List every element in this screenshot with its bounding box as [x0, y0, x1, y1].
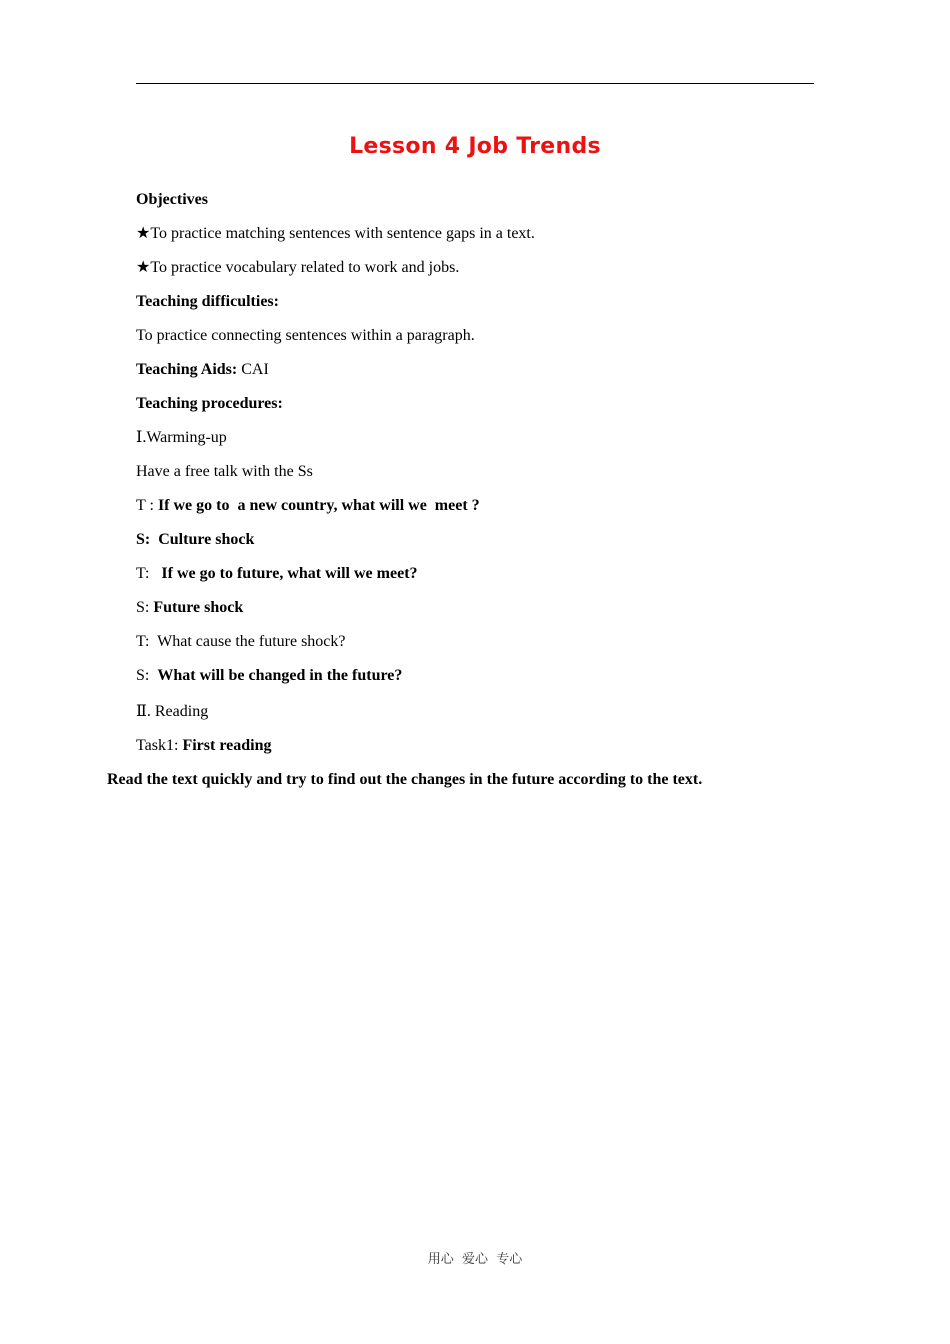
dialogue-text: If we go to future, what will we meet? [161, 565, 418, 582]
aids-label: Teaching Aids: [136, 361, 238, 378]
dialogue-line [136, 598, 243, 618]
dialogue-line [136, 564, 418, 584]
objective-2: ★To practice vocabulary related to work and jobs. [136, 259, 460, 276]
difficulties-heading: Teaching difficulties: [136, 293, 279, 310]
dialogue-line [136, 496, 480, 516]
free-talk: Have a free talk with the Ss [136, 463, 313, 480]
dialogue-line: S: Culture shock [136, 531, 255, 548]
task1 [136, 736, 271, 756]
section-reading: Ⅱ. Reading [136, 703, 209, 720]
objectives-heading: Objectives [136, 191, 208, 208]
teaching-aids [136, 360, 269, 380]
header-rule [136, 83, 814, 84]
page-footer: 用心 爱心 专心 [427, 1252, 523, 1267]
dialogue-line [136, 666, 402, 686]
objective-1: ★To practice matching sentences with sentence gaps in a text. [136, 225, 535, 242]
dialogue-text: If we go to a new country, what will we meet ? [157, 497, 480, 514]
dialogue-text: What will be changed in the future? [157, 667, 403, 684]
section-warming-up: Ⅰ.Warming-up [136, 429, 227, 446]
reading-instruction: Read the text quickly and try to find out the changes in the future according to the text. [107, 771, 703, 788]
page-title: Lesson 4 Job Trends [349, 134, 601, 159]
task1-value: First reading [182, 737, 272, 754]
dialogue-speaker: S: [136, 599, 154, 616]
dialogue-line: T: What cause the future shock? [136, 633, 346, 650]
procedures-heading: Teaching procedures: [136, 395, 283, 412]
dialogue-text: Future shock [153, 599, 244, 616]
task1-label: Task1: [136, 737, 183, 754]
dialogue-speaker: T: [136, 565, 162, 582]
difficulties-text: To practice connecting sentences within a paragraph. [136, 327, 475, 344]
dialogue-speaker: S: [136, 667, 158, 684]
dialogue-speaker: T : [136, 497, 158, 514]
aids-value: CAI [237, 361, 269, 378]
